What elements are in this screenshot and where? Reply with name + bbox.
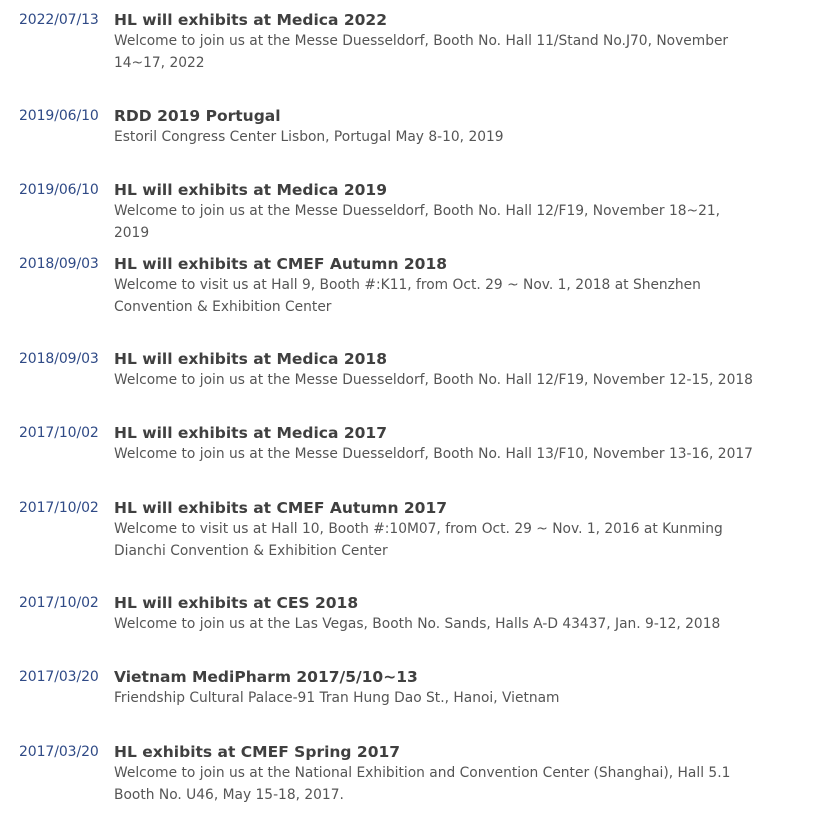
news-date[interactable]: 2018/09/03 xyxy=(19,256,99,272)
news-date[interactable]: 2017/10/02 xyxy=(19,595,99,611)
news-description: Friendship Cultural Palace-91 Tran Hung Dao St., Hanoi, Vietnam xyxy=(114,690,560,706)
news-date[interactable]: 2017/03/20 xyxy=(19,744,99,760)
news-date[interactable]: 2019/06/10 xyxy=(19,182,99,198)
news-title[interactable]: Vietnam MediPharm 2017/5/10~13 xyxy=(114,668,418,686)
news-description: Welcome to visit us at Hall 9, Booth #:K11, from Oct. 29 ~ Nov. 1, 2018 at Shenzhen Convention & Exhibition Center xyxy=(114,277,701,315)
news-date[interactable]: 2017/10/02 xyxy=(19,500,99,516)
news-description: Welcome to join us at the Messe Duesseldorf, Booth No. Hall 12/F19, November 18~21, 2019 xyxy=(114,203,721,241)
news-description: Welcome to join us at the Las Vegas, Booth No. Sands, Halls A-D 43437, Jan. 9-12, 2018 xyxy=(114,616,721,632)
news-date[interactable]: 2017/03/20 xyxy=(19,669,99,685)
news-title[interactable]: HL will exhibits at Medica 2017 xyxy=(114,424,387,442)
news-description: Welcome to join us at the Messe Duesseldorf, Booth No. Hall 11/Stand No.J70, November 14~17, 2022 xyxy=(114,33,729,71)
news-title[interactable]: HL will exhibits at CMEF Autumn 2017 xyxy=(114,499,448,517)
news-date[interactable]: 2018/09/03 xyxy=(19,351,99,367)
news-title[interactable]: HL will exhibits at Medica 2019 xyxy=(114,181,387,199)
news-title[interactable]: HL will exhibits at CMEF Autumn 2018 xyxy=(114,255,448,273)
news-title[interactable]: HL will exhibits at Medica 2022 xyxy=(114,11,387,29)
news-date[interactable]: 2017/10/02 xyxy=(19,425,99,441)
news-date[interactable]: 2022/07/13 xyxy=(19,12,99,28)
news-date[interactable]: 2019/06/10 xyxy=(19,108,99,124)
news-description: Welcome to join us at the Messe Duesseldorf, Booth No. Hall 12/F19, November 12-15, 2018 xyxy=(114,372,753,388)
news-title[interactable]: HL will exhibits at Medica 2018 xyxy=(114,350,387,368)
news-title[interactable]: RDD 2019 Portugal xyxy=(114,107,281,125)
news-description: Welcome to visit us at Hall 10, Booth #:10M07, from Oct. 29 ~ Nov. 1, 2016 at Kunming Dianchi Convention & Exhibition Center xyxy=(114,521,723,559)
news-title[interactable]: HL exhibits at CMEF Spring 2017 xyxy=(114,743,401,761)
news-description: Welcome to join us at the National Exhibition and Convention Center (Shanghai), Hall 5.1 Booth No. U46, May 15-18, 2017. xyxy=(114,765,731,803)
news-description: Estoril Congress Center Lisbon, Portugal May 8-10, 2019 xyxy=(114,129,504,145)
news-title[interactable]: HL will exhibits at CES 2018 xyxy=(114,594,359,612)
news-description: Welcome to join us at the Messe Duesseldorf, Booth No. Hall 13/F10, November 13-16, 2017 xyxy=(114,446,753,462)
